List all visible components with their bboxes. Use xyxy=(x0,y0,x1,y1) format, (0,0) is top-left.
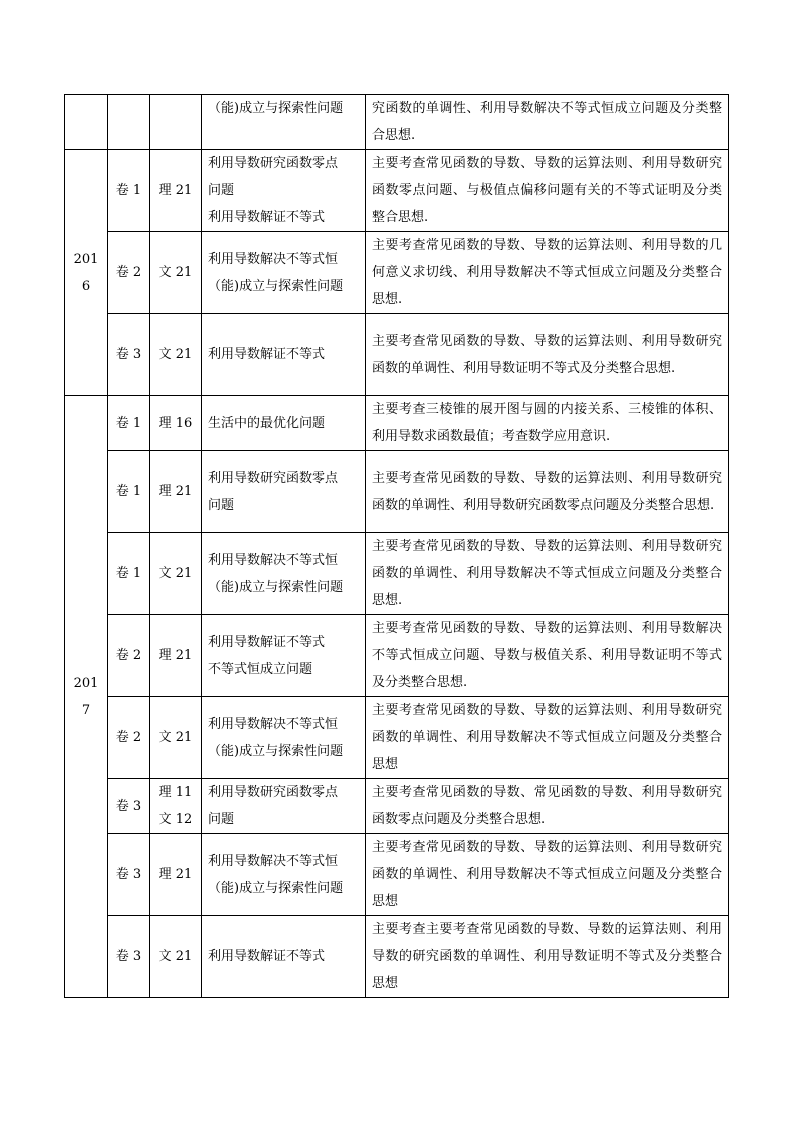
question-label: 文 21 xyxy=(158,566,193,581)
question-label: 文 21 xyxy=(158,347,193,362)
topic-line: （能)成立与探索性问题 xyxy=(208,579,344,595)
table-row xyxy=(65,451,729,533)
question-label: 理 21 xyxy=(158,867,193,882)
volume-cell: 卷 3 xyxy=(108,314,150,396)
description-cell: 主要考查常见函数的导数、导数的运算法则、利用导数研究函数零点问题、与极值点偏移问题有关的不等式证明及分类整合思想. xyxy=(366,150,729,232)
year-cell xyxy=(65,95,108,150)
topic-cell xyxy=(202,615,366,697)
table-row xyxy=(65,834,729,916)
question-cell xyxy=(150,779,202,834)
description-cell: 主要考查常见函数的导数、常见函数的导数、利用导数研究函数零点问题及分类整合思想. xyxy=(366,779,729,834)
topic-line: 利用导数解证不等式 xyxy=(208,210,326,225)
description-cell: 主要考查常见函数的导数、导数的运算法则、利用导数研究函数的单调性、利用导数证明不等式及分类整合思想. xyxy=(366,314,729,396)
question-label: 理 21 xyxy=(158,484,193,499)
topic-line: 不等式恒成立问题 xyxy=(208,661,313,677)
table-row xyxy=(65,615,729,697)
volume-cell: 卷 1 xyxy=(108,451,150,533)
volume-cell: 卷 1 xyxy=(108,150,150,232)
year-cell: 2017 xyxy=(65,396,108,998)
volume-cell: 卷 2 xyxy=(108,697,150,779)
description-cell: 主要考查常见函数的导数、导数的运算法则、利用导数研究函数的单调性、利用导数解决不等式恒成立问题及分类整合思想 xyxy=(366,834,729,916)
volume-cell: 卷 1 xyxy=(108,396,150,451)
topic-cell xyxy=(202,916,366,998)
topic-line: （能)成立与探索性问题 xyxy=(208,743,344,759)
volume-cell xyxy=(108,95,150,150)
question-cell xyxy=(150,95,202,150)
table-row xyxy=(65,779,729,834)
table-row xyxy=(65,396,729,451)
description-cell: 主要考查常见函数的导数、导数的运算法则、利用导数研究函数的单调性、利用导数研究函数零点问题及分类整合思想. xyxy=(366,451,729,533)
question-cell xyxy=(150,314,202,396)
topic-line: 利用导数解证不等式 xyxy=(208,634,326,650)
volume-cell: 卷 2 xyxy=(108,615,150,697)
topic-line: （能)成立与探索性问题 xyxy=(208,880,344,896)
question-cell xyxy=(150,834,202,916)
topic-line: 问题 xyxy=(208,812,235,827)
topic-line: 利用导数研究函数零点 xyxy=(208,470,339,486)
topic-line: 利用导数解决不等式恒 xyxy=(208,853,339,869)
table-row xyxy=(65,95,729,150)
topic-line: 利用导数研究函数零点 xyxy=(208,785,339,800)
topic-line: 生活中的最优化问题 xyxy=(208,415,326,431)
exam-analysis-table xyxy=(64,94,729,998)
description-cell: 主要考查常见函数的导数、导数的运算法则、利用导数的几何意义求切线、利用导数解决不等式恒成立问题及分类整合思想. xyxy=(366,232,729,314)
topic-line: 利用导数研究函数零点 xyxy=(208,156,339,171)
question-label: 理 21 xyxy=(158,648,193,663)
question-cell xyxy=(150,697,202,779)
description-cell: 主要考查三棱锥的展开图与圆的内接关系、三棱锥的体积、利用导数求函数最值；考查数学应用意识. xyxy=(366,396,729,451)
table-row xyxy=(65,533,729,615)
description-cell: 究函数的单调性、利用导数解决不等式恒成立问题及分类整合思想. xyxy=(366,95,729,150)
topic-cell xyxy=(202,314,366,396)
question-label: 文 21 xyxy=(158,265,193,280)
question-label: 理 16 xyxy=(158,415,193,431)
topic-cell xyxy=(202,834,366,916)
question-cell xyxy=(150,451,202,533)
topic-cell xyxy=(202,232,366,314)
question-label: 理 21 xyxy=(158,183,193,198)
volume-cell: 卷 1 xyxy=(108,533,150,615)
topic-cell xyxy=(202,95,366,150)
question-cell xyxy=(150,916,202,998)
question-cell xyxy=(150,533,202,615)
table-row xyxy=(65,150,729,232)
year-cell: 2016 xyxy=(65,150,108,396)
topic-line: 问题 xyxy=(208,183,235,198)
description-cell: 主要考查常见函数的导数、导数的运算法则、利用导数研究函数的单调性、利用导数解决不等式恒成立问题及分类整合思想 xyxy=(366,697,729,779)
volume-cell: 卷 3 xyxy=(108,916,150,998)
topic-line: 利用导数解决不等式恒 xyxy=(208,251,339,267)
table-row xyxy=(65,232,729,314)
question-label: 文 21 xyxy=(158,730,193,745)
topic-line: 利用导数解决不等式恒 xyxy=(208,552,339,568)
description-cell: 主要考查常见函数的导数、导数的运算法则、利用导数研究函数的单调性、利用导数解决不等式恒成立问题及分类整合思想. xyxy=(366,533,729,615)
topic-line: （能)成立与探索性问题 xyxy=(208,101,344,116)
question-cell xyxy=(150,396,202,451)
question-cell xyxy=(150,150,202,232)
topic-line: （能)成立与探索性问题 xyxy=(208,278,344,294)
topic-cell xyxy=(202,150,366,232)
volume-cell: 卷 2 xyxy=(108,232,150,314)
topic-cell xyxy=(202,451,366,533)
topic-cell xyxy=(202,697,366,779)
description-cell: 主要考查主要考查常见函数的导数、导数的运算法则、利用导数的研究函数的单调性、利用导数证明不等式及分类整合思想 xyxy=(366,916,729,998)
table-row xyxy=(65,314,729,396)
question-label: 文 12 xyxy=(158,812,193,827)
question-cell xyxy=(150,232,202,314)
topic-cell xyxy=(202,533,366,615)
table-row xyxy=(65,916,729,998)
topic-line: 利用导数解决不等式恒 xyxy=(208,716,339,732)
table-row xyxy=(65,697,729,779)
topic-cell xyxy=(202,779,366,834)
question-label: 理 11 xyxy=(158,785,193,800)
topic-line: 利用导数解证不等式 xyxy=(208,949,326,964)
topic-line: 问题 xyxy=(208,497,235,513)
volume-cell: 卷 3 xyxy=(108,779,150,834)
volume-cell: 卷 3 xyxy=(108,834,150,916)
topic-cell xyxy=(202,396,366,451)
question-cell xyxy=(150,615,202,697)
description-cell: 主要考查常见函数的导数、导数的运算法则、利用导数解决不等式恒成立问题、导数与极值关系、利用导数证明不等式及分类整合思想. xyxy=(366,615,729,697)
question-label: 文 21 xyxy=(158,949,193,964)
topic-line: 利用导数解证不等式 xyxy=(208,347,326,362)
